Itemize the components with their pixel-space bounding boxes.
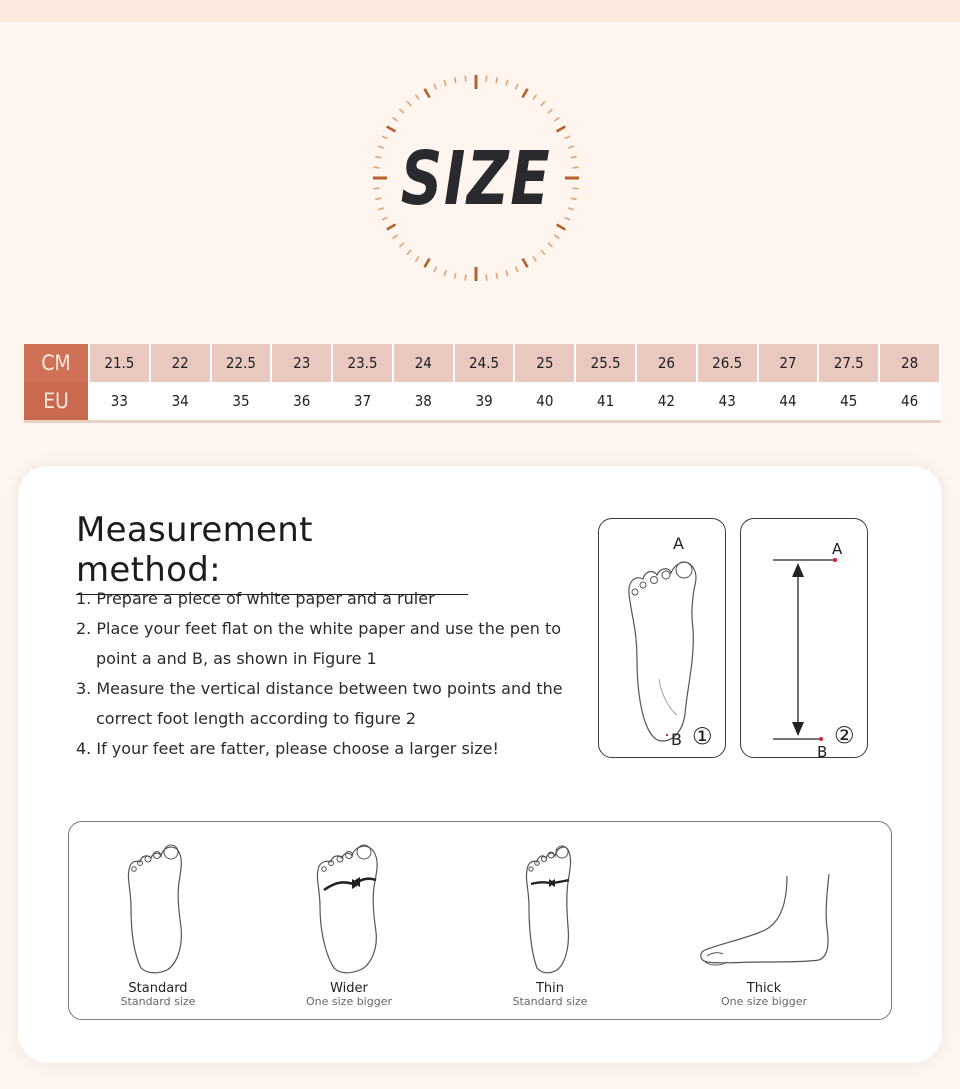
step-text: 1. Prepare a piece of white paper and a ruler bbox=[76, 589, 435, 608]
foot-type-standard bbox=[63, 832, 253, 1018]
dial-tick bbox=[434, 267, 436, 272]
foot-type-subtitle: Standard size bbox=[120, 995, 196, 1008]
dial-tick bbox=[425, 259, 430, 268]
dial-tick bbox=[407, 250, 411, 254]
dial-tick bbox=[382, 136, 387, 138]
dial-tick bbox=[387, 225, 396, 230]
cm-cell: 25 bbox=[514, 344, 575, 382]
dial-tick bbox=[557, 225, 566, 230]
eu-cell: 36 bbox=[271, 382, 332, 422]
cm-cell: 28 bbox=[879, 344, 940, 382]
eu-cell: 44 bbox=[758, 382, 819, 422]
cm-cell: 27 bbox=[758, 344, 819, 382]
step-item bbox=[76, 674, 576, 734]
eu-cell: 39 bbox=[454, 382, 515, 422]
dial-tick bbox=[515, 267, 517, 272]
foot-type-title: Standard bbox=[128, 981, 188, 996]
dial-tick bbox=[415, 95, 419, 100]
dial-tick bbox=[523, 259, 528, 268]
foot-type-subtitle: Standard size bbox=[512, 995, 588, 1008]
dial-tick bbox=[568, 146, 574, 148]
eu-cell: 34 bbox=[150, 382, 211, 422]
measurement-card bbox=[18, 466, 942, 1063]
dial-tick bbox=[541, 101, 545, 105]
dial-tick bbox=[415, 256, 419, 261]
dial-tick bbox=[465, 274, 466, 280]
dial-tick bbox=[548, 109, 552, 113]
cm-row bbox=[24, 344, 940, 382]
dial-tick bbox=[506, 80, 508, 86]
cm-cell: 24.5 bbox=[454, 344, 515, 382]
dial-tick bbox=[486, 274, 487, 280]
dial-tick bbox=[374, 188, 380, 189]
foot-type-title: Wider bbox=[330, 981, 368, 996]
cm-cell: 26 bbox=[636, 344, 697, 382]
dial-tick bbox=[506, 270, 508, 276]
size-chart-table bbox=[24, 344, 941, 423]
dial-tick bbox=[382, 217, 387, 219]
dial-tick bbox=[568, 208, 574, 210]
standard-foot-icon bbox=[63, 832, 253, 982]
dial-tick bbox=[565, 217, 570, 219]
top-strip bbox=[0, 0, 960, 22]
dial-tick bbox=[378, 146, 384, 148]
dial-tick bbox=[496, 273, 497, 279]
dial-tick bbox=[523, 89, 528, 98]
dial-tick bbox=[572, 167, 578, 168]
eu-cell: 46 bbox=[879, 382, 940, 422]
point-a-label: A bbox=[832, 540, 843, 558]
wider-foot-icon bbox=[254, 832, 444, 982]
step-item bbox=[76, 584, 576, 614]
dial-tick bbox=[399, 243, 403, 247]
eu-cell: 35 bbox=[211, 382, 272, 422]
point-b-label: B bbox=[671, 730, 682, 749]
dial-tick bbox=[434, 84, 436, 89]
eu-cell: 43 bbox=[697, 382, 758, 422]
eu-row bbox=[24, 382, 940, 422]
cm-cell: 24 bbox=[393, 344, 454, 382]
dial-tick bbox=[425, 89, 430, 98]
size-title: SIZE bbox=[400, 136, 552, 222]
dial-tick bbox=[393, 235, 398, 239]
foot-type-wider bbox=[254, 832, 444, 1018]
cm-cell: 25.5 bbox=[575, 344, 636, 382]
thick-foot-side-icon bbox=[669, 832, 859, 982]
dial-tick bbox=[455, 77, 456, 83]
figure-number: ① bbox=[692, 724, 713, 750]
foot-type-title: Thick bbox=[746, 981, 782, 996]
dial-tick bbox=[375, 157, 381, 158]
dial-tick bbox=[571, 198, 577, 199]
eu-cell: 33 bbox=[89, 382, 150, 422]
figure-2 bbox=[740, 518, 868, 761]
dial-tick bbox=[378, 208, 384, 210]
cm-cell: 22.5 bbox=[211, 344, 272, 382]
dial-tick bbox=[407, 101, 411, 105]
cm-cell: 22 bbox=[150, 344, 211, 382]
eu-cell: 41 bbox=[575, 382, 636, 422]
dial-tick bbox=[571, 157, 577, 158]
dial-tick bbox=[444, 270, 446, 276]
dial-tick bbox=[548, 243, 552, 247]
eu-cell: 42 bbox=[636, 382, 697, 422]
figure-number: ② bbox=[834, 723, 855, 749]
step-item bbox=[76, 614, 576, 674]
foot-type-subtitle: One size bigger bbox=[720, 995, 807, 1008]
dial-tick bbox=[465, 76, 466, 82]
dial-tick bbox=[375, 198, 381, 199]
step-text: 2. Place your feet flat on the white paper and use the pen to bbox=[76, 619, 562, 638]
cm-cell: 21.5 bbox=[89, 344, 150, 382]
dial-tick bbox=[515, 84, 517, 89]
dial-tick bbox=[541, 250, 545, 254]
step-text-continued: correct foot length according to figure 2 bbox=[96, 709, 417, 728]
eu-cell: 38 bbox=[393, 382, 454, 422]
step-item bbox=[76, 734, 576, 764]
cm-cell: 27.5 bbox=[818, 344, 879, 382]
foot-types-panel bbox=[68, 821, 892, 1020]
dial-tick bbox=[387, 127, 396, 132]
foot-type-thin bbox=[455, 832, 645, 1018]
thin-foot-icon bbox=[455, 832, 645, 982]
dial-tick bbox=[496, 77, 497, 83]
dial-tick bbox=[565, 136, 570, 138]
cm-cell: 26.5 bbox=[697, 344, 758, 382]
steps-list bbox=[76, 584, 576, 764]
point-a-label: A bbox=[673, 534, 684, 553]
dial-tick bbox=[399, 109, 403, 113]
dial-tick bbox=[444, 80, 446, 86]
dial-tick bbox=[533, 95, 537, 100]
measure-arrow-icon bbox=[741, 519, 867, 757]
eu-cell: 45 bbox=[818, 382, 879, 422]
foot-type-subtitle: One size bigger bbox=[305, 995, 392, 1008]
dial-tick bbox=[455, 273, 456, 279]
step-text: 4. If your feet are fatter, please choose a larger size! bbox=[76, 739, 499, 758]
eu-cell: 40 bbox=[514, 382, 575, 422]
cm-row-header: CM bbox=[24, 344, 89, 382]
eu-row-header: EU bbox=[24, 382, 89, 422]
method-title: Measurement method: bbox=[76, 510, 468, 595]
dial-tick bbox=[554, 117, 559, 121]
foot-type-title: Thin bbox=[535, 981, 565, 996]
foot-outline-icon bbox=[599, 519, 725, 757]
size-badge bbox=[366, 70, 586, 285]
cm-cell: 23 bbox=[271, 344, 332, 382]
figure-1 bbox=[598, 518, 726, 758]
dial-tick bbox=[393, 117, 398, 121]
cm-cell: 23.5 bbox=[332, 344, 393, 382]
dial-tick bbox=[572, 188, 578, 189]
dial-tick bbox=[486, 76, 487, 82]
dial-tick bbox=[554, 235, 559, 239]
step-text: 3. Measure the vertical distance between two points and the bbox=[76, 679, 563, 698]
dial-tick bbox=[533, 256, 537, 261]
dial-tick bbox=[374, 167, 380, 168]
eu-cell: 37 bbox=[332, 382, 393, 422]
dial-tick bbox=[557, 127, 566, 132]
foot-type-thick bbox=[669, 832, 859, 1018]
point-b-label: B bbox=[817, 743, 828, 761]
step-text-continued: point a and B, as shown in Figure 1 bbox=[96, 649, 377, 668]
